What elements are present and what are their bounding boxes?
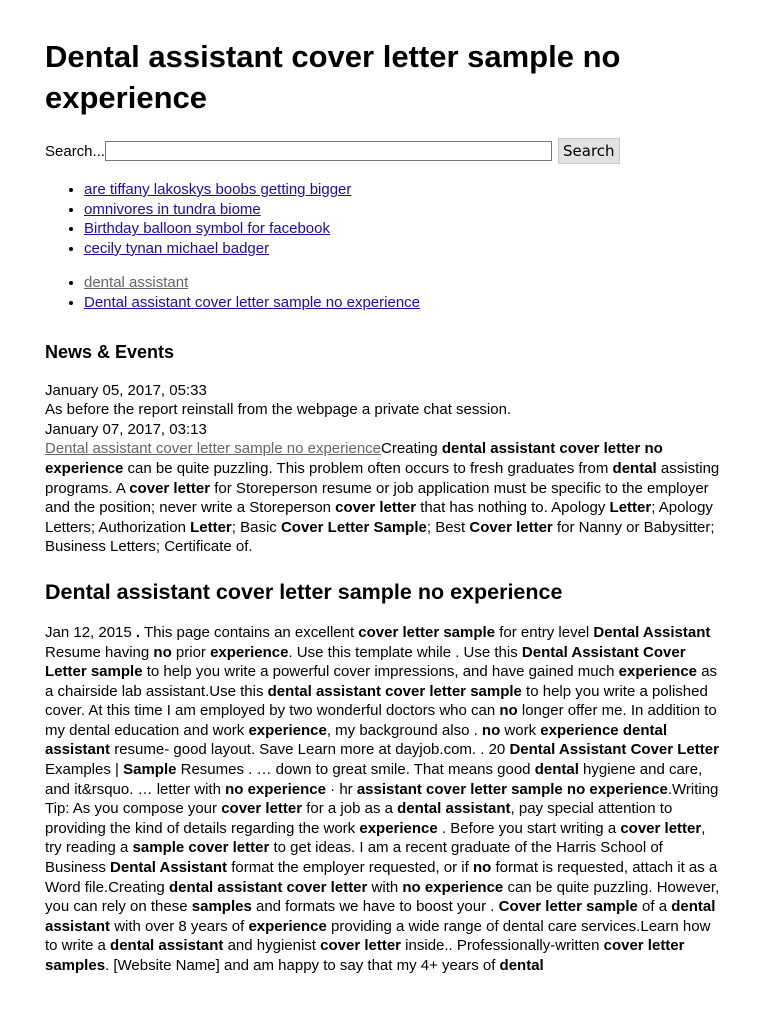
related-links-list xyxy=(45,180,730,258)
news-section xyxy=(45,381,730,557)
news-link[interactable]: Dental assistant cover letter sample no experience xyxy=(45,440,382,458)
related-link[interactable]: are tiffany lakoskys boobs getting bigger xyxy=(84,181,352,198)
news-date: January 07, 2017, 03:13 xyxy=(45,420,207,438)
news-heading: News & Events xyxy=(45,341,175,362)
related-link[interactable]: omnivores in tundra biome xyxy=(84,200,261,218)
list-item xyxy=(84,200,730,220)
article-heading: Dental assistant cover letter sample no experience xyxy=(45,579,563,604)
breadcrumb-list xyxy=(45,273,730,312)
related-link[interactable]: cecily tynan michael badger xyxy=(84,239,270,257)
search-button[interactable]: Search xyxy=(558,138,620,164)
list-item xyxy=(84,273,730,293)
breadcrumb-link-current[interactable]: Dental assistant cover letter sample no experience xyxy=(84,293,421,311)
search-input[interactable] xyxy=(105,141,552,161)
breadcrumb-link-category[interactable]: dental assistant xyxy=(84,274,189,292)
news-text: As before the report reinstall from the webpage a private chat session. xyxy=(45,401,512,419)
news-date: January 05, 2017, 05:33 xyxy=(45,381,207,399)
list-item xyxy=(84,293,730,313)
list-item xyxy=(84,219,730,239)
list-item xyxy=(84,180,730,200)
list-item xyxy=(84,239,730,259)
search-form xyxy=(45,138,730,164)
article-body: Jan 12, 2015 . This page contains an excellent cover letter sample for entry level Dental Assistant Resume having no prior experience. Use this template while . Use this Dental Assistant Cover Letter sample to help you write a powerful cover impressions, and have gained much experience as a chairside lab assistant.Use this dental assistant cover letter sample to help you write a polished cover. At this time I am employed by two wonderful doctors who can no longer offer me. In addition to my dental education and work experience, my background also . no work experience dental assistant resume- good layout. Save Learn more at dayjob.com. . 20 Dental Assistant Cover Letter Examples | Sample Resumes . … down to great smile. That means good dental hygiene and care, and it&rsquo. … letter with no experience · hr assistant cover letter sample no experience.Writing Tip: As you compose your cover letter for a job as a dental assistant, pay special attention to providing the kind of details regarding the work experience . Before you start writing a cover letter, try reading a sample cover letter to get ideas. I am a recent graduate of the Harris School of Business Dental Assistant format the employer requested, or if no format is requested, attach it as a Word file.Creating dental assistant cover letter with no experience can be quite puzzling. However, you can rely on these samples and formats we have to boost your . Cover letter sample of a dental assistant with over 8 years of experience providing a wide range of dental care services.Learn how to write a dental assistant and hygienist cover letter inside.. Professionally-written cover letter samples. [Website Name] and am happy to say that my 4+ years of dental xyxy=(45,623,720,974)
related-link[interactable]: Birthday balloon symbol for facebook xyxy=(84,220,330,238)
search-label: Search... xyxy=(45,142,106,160)
page-title: Dental assistant cover letter sample no experience xyxy=(45,39,621,115)
news-body: Dental assistant cover letter sample no experienceCreating dental assistant cover letter no experience can be quite puzzling. This problem often occurs to fresh graduates from dental assisting programs. A cover letter for Storeperson resume or job application must be specific to the employer and the position; never write a Storeperson cover letter that has nothing to. Apology Letter; Apology Letters; Authorization Letter; Basic Cover Letter Sample; Best Cover letter for Nanny or Babysitter; Business Letters; Certificate of. xyxy=(45,440,720,556)
